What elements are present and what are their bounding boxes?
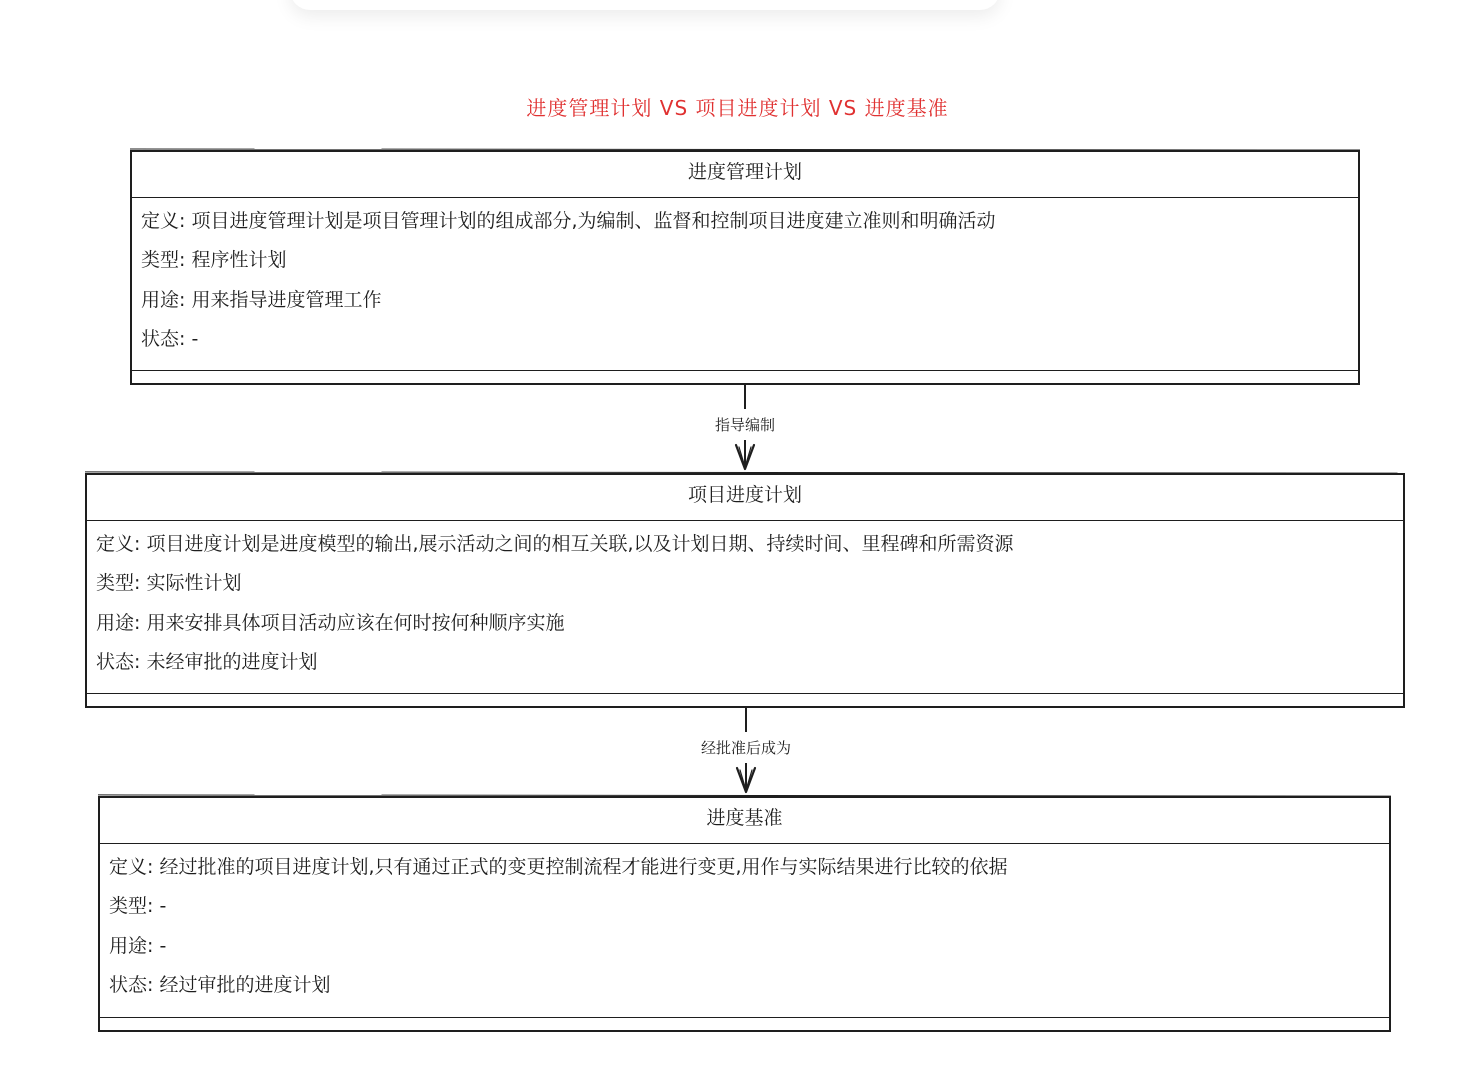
- arrow-head-icon: [733, 443, 757, 471]
- box-schedule-baseline[interactable]: [98, 796, 1391, 1032]
- box-footer-divider: [132, 370, 1358, 371]
- box-body: [96, 525, 1394, 682]
- attr-status: 状态: 未经审批的进度计划: [96, 650, 318, 673]
- box-footer-divider: [100, 1017, 1389, 1018]
- edge-label-2: 经批准后成为: [700, 739, 791, 757]
- attr-usage: 用途: 用来安排具体项目活动应该在何时按何种顺序实施: [96, 611, 565, 634]
- attr-type: 类型: 程序性计划: [141, 249, 287, 272]
- box-body: [141, 202, 1349, 359]
- attr-usage: 用途: -: [109, 934, 167, 957]
- box-project-schedule[interactable]: [85, 473, 1405, 708]
- attr-definition: 定义: 项目进度管理计划是项目管理计划的组成部分,为编制、监督和控制项目进度建立准则和明确活动: [141, 210, 996, 232]
- edge-line-1[interactable]: [744, 385, 746, 409]
- attr-type: 类型: -: [109, 895, 167, 918]
- top-toolbar-shadow: [290, 0, 1000, 10]
- box-header: 进度基准: [100, 798, 1389, 844]
- diagram-title: 进度管理计划 VS 项目进度计划 VS 进度基准: [526, 96, 949, 120]
- box-header: 项目进度计划: [87, 475, 1403, 521]
- attr-status: 状态: -: [141, 327, 199, 350]
- attr-usage: 用途: 用来指导进度管理工作: [141, 288, 382, 311]
- box-footer-divider: [87, 693, 1403, 694]
- box-body: [109, 848, 1380, 1005]
- arrow-head-icon: [734, 766, 758, 794]
- attr-definition: 定义: 项目进度计划是进度模型的输出,展示活动之间的相互关联,以及计划日期、持续时间、里程碑和所需资源: [96, 533, 1014, 555]
- edge-label-1: 指导编制: [714, 416, 775, 434]
- attr-status: 状态: 经过审批的进度计划: [109, 973, 331, 996]
- attr-definition: 定义: 经过批准的项目进度计划,只有通过正式的变更控制流程才能进行变更,用作与实际结果进行比较的依据: [109, 856, 1008, 878]
- edge-line-2[interactable]: [745, 708, 747, 732]
- attr-type: 类型: 实际性计划: [96, 572, 242, 595]
- box-schedule-management-plan[interactable]: [130, 150, 1360, 385]
- box-header: 进度管理计划: [132, 152, 1358, 198]
